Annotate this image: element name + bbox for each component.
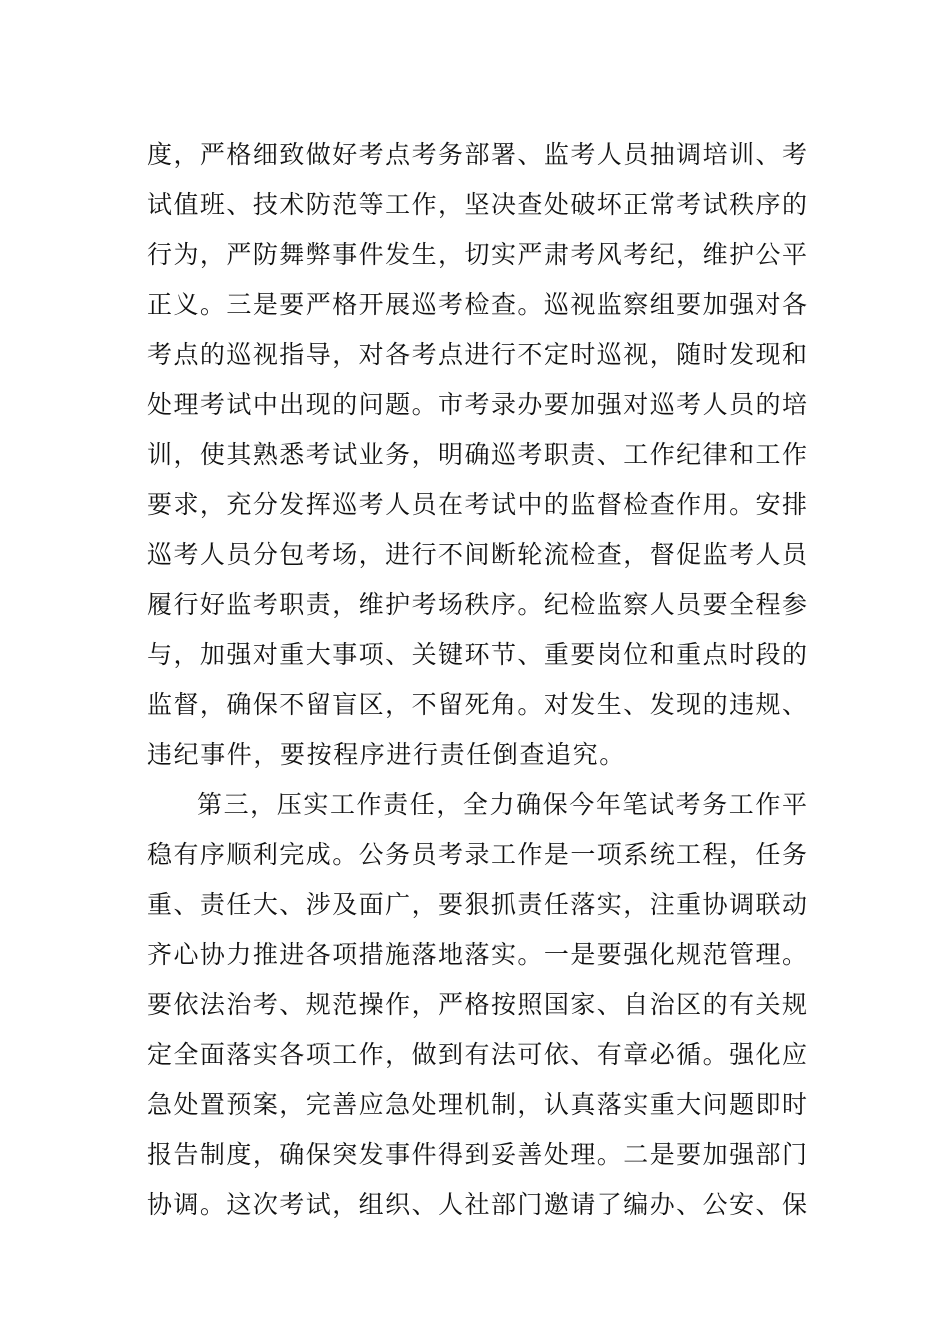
paragraph-start-line: 第三，压实工作责任，全力确保今年笔试考务工作平 (197, 790, 807, 819)
text-line: 与，加强对重大事项、关键环节、重要岗位和重点时段的 (147, 640, 807, 669)
text-line: 巡考人员分包考场，进行不间断轮流检查，督促监考人员 (147, 540, 807, 569)
body-text (147, 130, 807, 1230)
text-line: 齐心协力推进各项措施落地落实。一是要强化规范管理。 (147, 940, 807, 969)
text-line: 稳有序顺利完成。公务员考录工作是一项系统工程，任务 (147, 840, 807, 869)
text-line: 履行好监考职责，维护考场秩序。纪检监察人员要全程参 (147, 590, 807, 619)
text-line: 行为，严防舞弊事件发生，切实严肃考风考纪，维护公平 (147, 240, 807, 269)
text-line: 试值班、技术防范等工作，坚决查处破坏正常考试秩序的 (147, 190, 807, 219)
text-line: 急处置预案，完善应急处理机制，认真落实重大问题即时 (147, 1090, 807, 1119)
text-line: 要求，充分发挥巡考人员在考试中的监督检查作用。安排 (147, 490, 807, 519)
text-line: 协调。这次考试，组织、人社部门邀请了编办、公安、保 (147, 1190, 807, 1219)
text-line: 处理考试中出现的问题。市考录办要加强对巡考人员的培 (147, 390, 807, 419)
text-line: 训，使其熟悉考试业务，明确巡考职责、工作纪律和工作 (147, 440, 807, 469)
text-line: 重、责任大、涉及面广，要狠抓责任落实，注重协调联动 (147, 890, 807, 919)
text-line: 要依法治考、规范操作，严格按照国家、自治区的有关规 (147, 990, 807, 1019)
text-line: 报告制度，确保突发事件得到妥善处理。二是要加强部门 (147, 1140, 807, 1169)
paragraph-end-line: 违纪事件，要按程序进行责任倒查追究。 (147, 740, 626, 769)
text-line: 正义。三是要严格开展巡考检查。巡视监察组要加强对各 (147, 290, 807, 319)
text-line: 监督，确保不留盲区，不留死角。对发生、发现的违规、 (147, 690, 807, 719)
text-line: 度，严格细致做好考点考务部署、监考人员抽调培训、考 (147, 140, 807, 169)
text-line: 考点的巡视指导，对各考点进行不定时巡视，随时发现和 (147, 340, 807, 369)
text-line: 定全面落实各项工作，做到有法可依、有章必循。强化应 (147, 1040, 807, 1069)
